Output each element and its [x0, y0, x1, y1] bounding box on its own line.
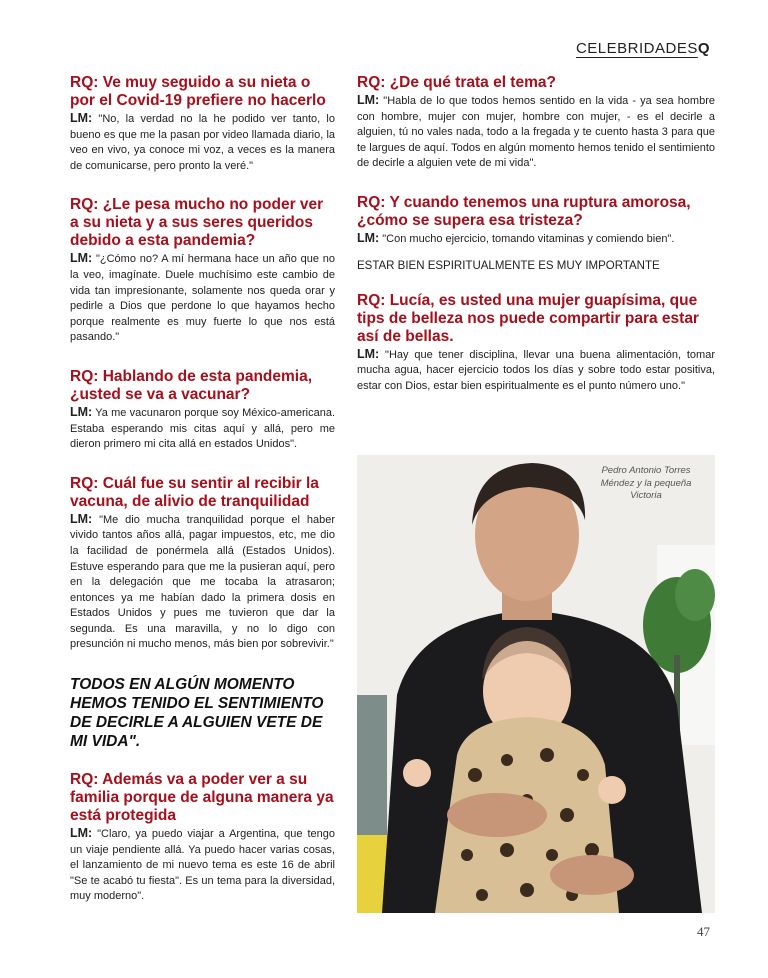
- section-header: [576, 40, 710, 57]
- photo-caption: Pedro Antonio Torres Méndez y la pequeña Victoria: [600, 465, 692, 501]
- speaker-label: LM:: [357, 230, 380, 245]
- question: RQ: ¿Le pesa mucho no poder ver a su nieta y a sus seres queridos debido a esta pandemia?: [70, 196, 324, 250]
- answer: [357, 347, 715, 395]
- answer: [70, 111, 335, 174]
- question: RQ: Cuál fue su sentir al recibir la vacuna, de alivio de tranquilidad: [70, 474, 319, 510]
- page-number: 47: [697, 924, 710, 939]
- answer-text: "Hay que tener disciplina, llevar una buena alimentación, tomar mucha agua, hacer ejercicio todos los días y sobre todo estar positiva, estar con Dios, estar bien espiritualmente es el punto número uno.": [357, 348, 715, 392]
- speaker-label: LM:: [357, 93, 380, 107]
- left-column: [70, 74, 335, 927]
- answer-text: "Me dio mucha tranquilidad porque el haber vivido tantos años allá, pagar impuestos, etc, me dio la facilidad de ponérmela allá (Estados Unidos). Estuve esperando para que me la pusieran aquí, pero en la delegación que me tocaba la atrasaron; entonces ya me habían dado la primera dosis en Estados Unidos y pues me tuvieron que dar la segunda. Es una maravilla, y no lo digo con presunción ni mucho menos, más bien por sobrevivir.": [70, 513, 335, 651]
- question: RQ: Ve muy seguido a su nieta o por el Covid-19 prefiere no hacerlo: [70, 74, 326, 109]
- answer-text: "Con mucho ejercicio, tomando vitaminas y comiendo bien".: [379, 232, 675, 245]
- answer-text: Ya me vacunaron porque soy México-americana. Estaba esperando mis citas aquí y allá, pero me dieron primero mi cita allá en estados Unidos".: [70, 406, 335, 451]
- qa-block: [70, 196, 335, 346]
- qa-block: [357, 194, 715, 248]
- answer: [70, 251, 335, 346]
- speaker-label: LM:: [70, 511, 93, 526]
- qa-block: [70, 475, 335, 653]
- qa-block: [357, 292, 715, 395]
- photo-illustration: [357, 455, 715, 913]
- speaker-label: LM:: [70, 111, 93, 125]
- answer: [357, 93, 715, 172]
- answer-text: "Claro, ya puedo viajar a Argentina, que tengo un viaje pendiente allá. Ya puedo hacer varias cosas, el lanzamiento de mi nuevo tema es este 16 de abril "Se te acabó tu fiesta". Es un tema para la diversidad, muy moderno".: [70, 828, 335, 903]
- photo-father-and-baby: [357, 455, 715, 913]
- section-title: CELEBRIDADES: [575, 40, 698, 57]
- answer: [70, 512, 335, 653]
- question: RQ: Hablando de esta pandemia, ¿usted se va a vacunar?: [70, 367, 313, 403]
- speaker-label: LM:: [70, 826, 93, 841]
- question: RQ: ¿De qué trata el tema?: [357, 74, 556, 91]
- question: RQ: Además va a poder ver a su familia porque de alguna manera ya está protegida: [70, 771, 334, 825]
- answer: [357, 231, 715, 248]
- answer-text: "No, la verdad no la he podido ver tanto, lo bueno es que me la pasan por video llamada diario, la veo en vivo, ya conoce mi voz, a veces es la manera de comunicarse, pero pronto la veré.": [70, 113, 335, 172]
- answer: [70, 826, 335, 905]
- qa-block: [70, 771, 335, 905]
- qa-block: [70, 368, 335, 453]
- answer: [70, 405, 335, 453]
- magazine-logo: Q: [697, 40, 710, 57]
- answer-text: "Habla de lo que todos hemos sentido en la vida - ya sea hombre con hombre, mujer con mujer, hombre con mujer, - es el decirle a alguien, tú no vales nada, todo a la fregada y te cuento hasta 3 para que te largues de aquí. Todos en algún momento hemos tenido el sentimiento de decirle a alguien vete de mi vida".: [357, 95, 715, 170]
- speaker-label: LM:: [70, 404, 93, 419]
- answer-text: "¿Cómo no? A mí hermana hace un año que no la veo, imagínate. Duele muchísimo este cambio de vida tan impresionante, solamente nos queda orar y pedirle a Dios que perdone lo que hayamos hecho porque realmente es muy fuerte lo que nos está pasando.": [70, 253, 335, 344]
- qa-block: [357, 74, 715, 172]
- speaker-label: LM:: [70, 251, 93, 266]
- pull-quote: TODOS EN ALGÚN MOMENTO HEMOS TENIDO EL SENTIMIENTO DE DECIRLE A ALGUIEN VETE DE MI VIDA".: [70, 676, 324, 751]
- question: RQ: Y cuando tenemos una ruptura amorosa, ¿cómo se supera esa tristeza?: [357, 193, 691, 229]
- qa-block: [70, 74, 335, 174]
- speaker-label: LM:: [357, 346, 380, 361]
- question: RQ: Lucía, es usted una mujer guapísima, que tips de belleza nos puede compartir para estar así de bellas.: [357, 291, 699, 345]
- right-column: [357, 74, 715, 416]
- pull-quote-secondary: ESTAR BIEN ESPIRITUALMENTE ES MUY IMPORTANTE: [357, 259, 660, 272]
